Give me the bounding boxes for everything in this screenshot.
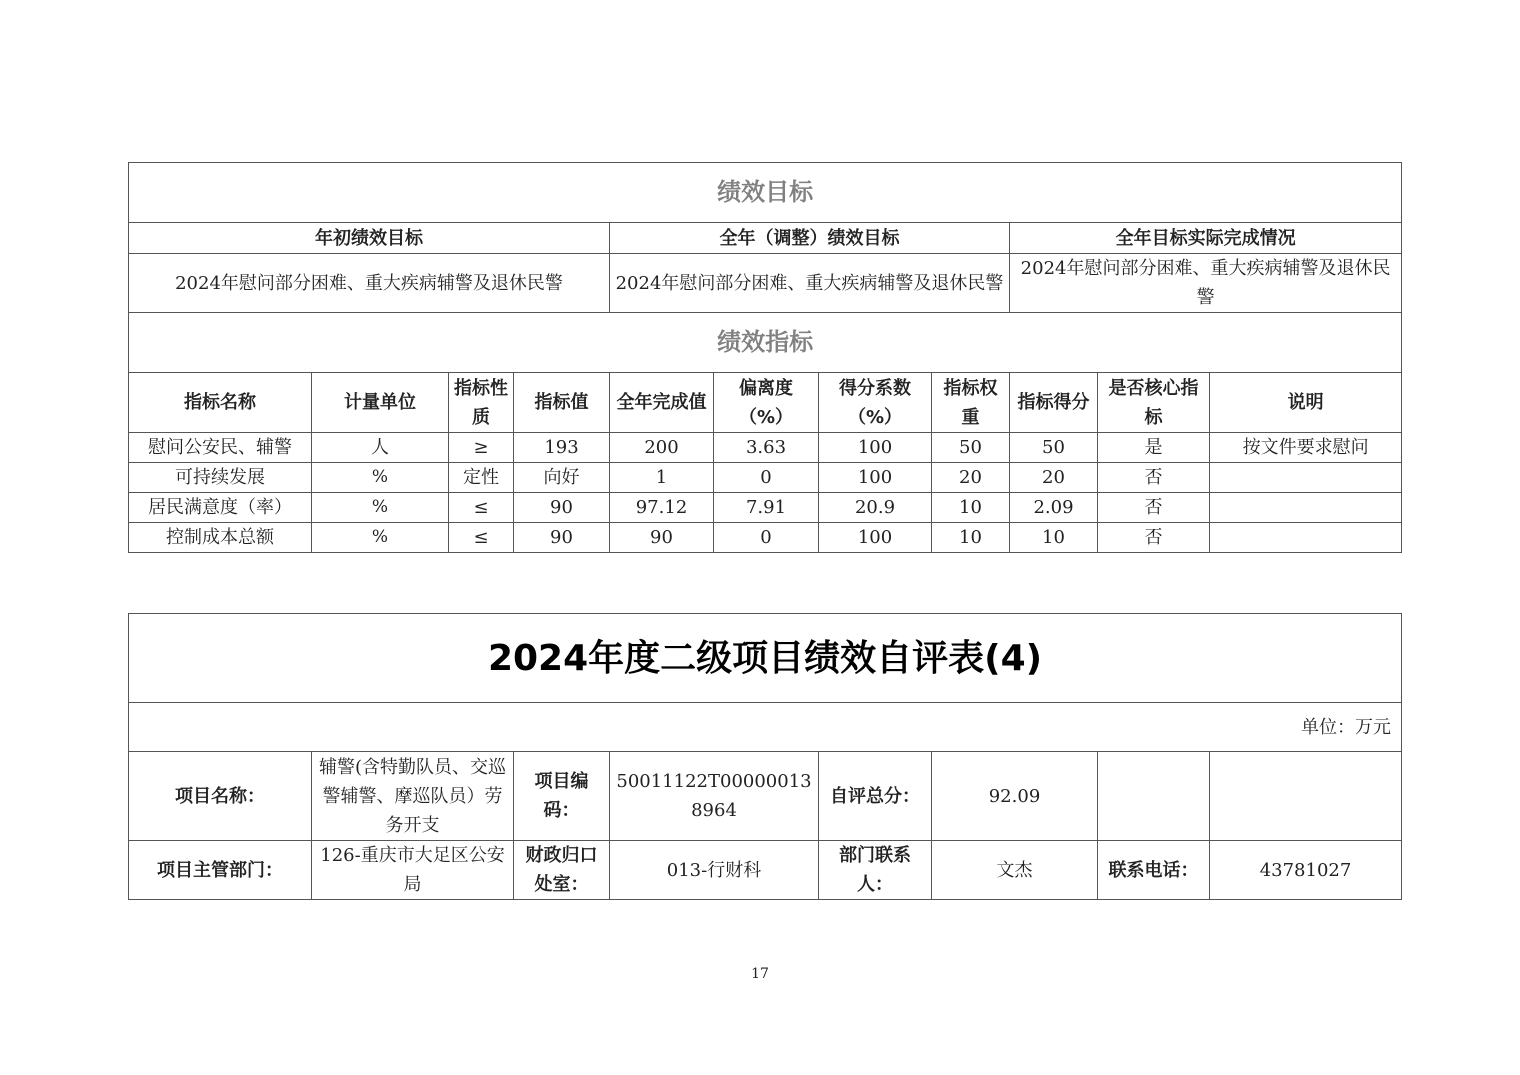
col-header-score: 指标得分	[1010, 373, 1098, 433]
col-header-core: 是否核心指标	[1098, 373, 1210, 433]
empty-cell	[1210, 752, 1402, 841]
cell: 2.09	[1010, 493, 1098, 523]
col-header-note: 说明	[1210, 373, 1402, 433]
phone-value: 43781027	[1210, 841, 1402, 900]
goals-section-title: 绩效目标	[129, 163, 1402, 223]
contact-label: 部门联系人：	[819, 841, 932, 900]
form-title: 2024年度二级项目绩效自评表(4)	[129, 614, 1402, 703]
cell: ≥	[449, 433, 514, 463]
dept-label: 项目主管部门：	[129, 841, 312, 900]
cell: 3.63	[714, 433, 819, 463]
col-header-name: 指标名称	[129, 373, 312, 433]
col-header-completed: 全年完成值	[610, 373, 714, 433]
performance-table	[128, 162, 1402, 553]
cell: %	[312, 523, 449, 553]
cell: ≤	[449, 523, 514, 553]
phone-label: 联系电话：	[1098, 841, 1210, 900]
cell: 居民满意度（率）	[129, 493, 312, 523]
cell: 人	[312, 433, 449, 463]
cell: 100	[819, 523, 932, 553]
col-header-coefficient: 得分系数（%）	[819, 373, 932, 433]
cell: 0	[714, 523, 819, 553]
cell: 200	[610, 433, 714, 463]
cell: 7.91	[714, 493, 819, 523]
project-code-label: 项目编码：	[514, 752, 610, 841]
table-row	[129, 493, 1402, 523]
col-header-nature: 指标性质	[449, 373, 514, 433]
cell: 193	[514, 433, 610, 463]
goal-header-initial: 年初绩效目标	[129, 223, 610, 254]
project-name-label: 项目名称：	[129, 752, 312, 841]
cell: 10	[1010, 523, 1098, 553]
cell: 20	[1010, 463, 1098, 493]
cell: 50	[1010, 433, 1098, 463]
cell: 10	[932, 523, 1010, 553]
contact-value: 文杰	[932, 841, 1098, 900]
project-name: 辅警(含特勤队员、交巡警辅警、摩巡队员）劳务开支	[312, 752, 514, 841]
cell: 定性	[449, 463, 514, 493]
cell: 否	[1098, 493, 1210, 523]
cell: %	[312, 493, 449, 523]
cell: 控制成本总额	[129, 523, 312, 553]
indicators-section-title: 绩效指标	[129, 313, 1402, 373]
cell: 慰问公安民、辅警	[129, 433, 312, 463]
goal-header-adjusted: 全年（调整）绩效目标	[610, 223, 1010, 254]
finance-value: 013-行财科	[610, 841, 819, 900]
cell: 可持续发展	[129, 463, 312, 493]
cell: 90	[514, 493, 610, 523]
empty-cell	[1098, 752, 1210, 841]
cell: %	[312, 463, 449, 493]
finance-label: 财政归口处室：	[514, 841, 610, 900]
cell: 向好	[514, 463, 610, 493]
dept-value: 126-重庆市大足区公安局	[312, 841, 514, 900]
col-header-weight: 指标权重	[932, 373, 1010, 433]
cell: 90	[514, 523, 610, 553]
cell: 按文件要求慰问	[1210, 433, 1402, 463]
cell: 90	[610, 523, 714, 553]
col-header-deviation: 偏离度（%）	[714, 373, 819, 433]
cell	[1210, 523, 1402, 553]
cell: 100	[819, 433, 932, 463]
page-number: 17	[751, 966, 769, 982]
self-evaluation-form	[128, 613, 1402, 900]
cell: 是	[1098, 433, 1210, 463]
cell: 50	[932, 433, 1010, 463]
cell	[1210, 463, 1402, 493]
goal-actual-value: 2024年慰问部分困难、重大疾病辅警及退休民警	[1010, 254, 1402, 313]
cell: 100	[819, 463, 932, 493]
table-row	[129, 463, 1402, 493]
project-code: 50011122T000000138964	[610, 752, 819, 841]
goal-header-actual: 全年目标实际完成情况	[1010, 223, 1402, 254]
cell: 1	[610, 463, 714, 493]
score-label: 自评总分：	[819, 752, 932, 841]
cell: ≤	[449, 493, 514, 523]
cell: 10	[932, 493, 1010, 523]
table-row	[129, 523, 1402, 553]
unit-label: 单位：万元	[129, 703, 1402, 752]
cell: 否	[1098, 523, 1210, 553]
cell	[1210, 493, 1402, 523]
table-row	[129, 433, 1402, 463]
cell: 97.12	[610, 493, 714, 523]
cell: 否	[1098, 463, 1210, 493]
col-header-unit: 计量单位	[312, 373, 449, 433]
score-value: 92.09	[932, 752, 1098, 841]
col-header-target: 指标值	[514, 373, 610, 433]
cell: 20	[932, 463, 1010, 493]
cell: 20.9	[819, 493, 932, 523]
goal-initial-value: 2024年慰问部分困难、重大疾病辅警及退休民警	[129, 254, 610, 313]
goal-adjusted-value: 2024年慰问部分困难、重大疾病辅警及退休民警	[610, 254, 1010, 313]
cell: 0	[714, 463, 819, 493]
